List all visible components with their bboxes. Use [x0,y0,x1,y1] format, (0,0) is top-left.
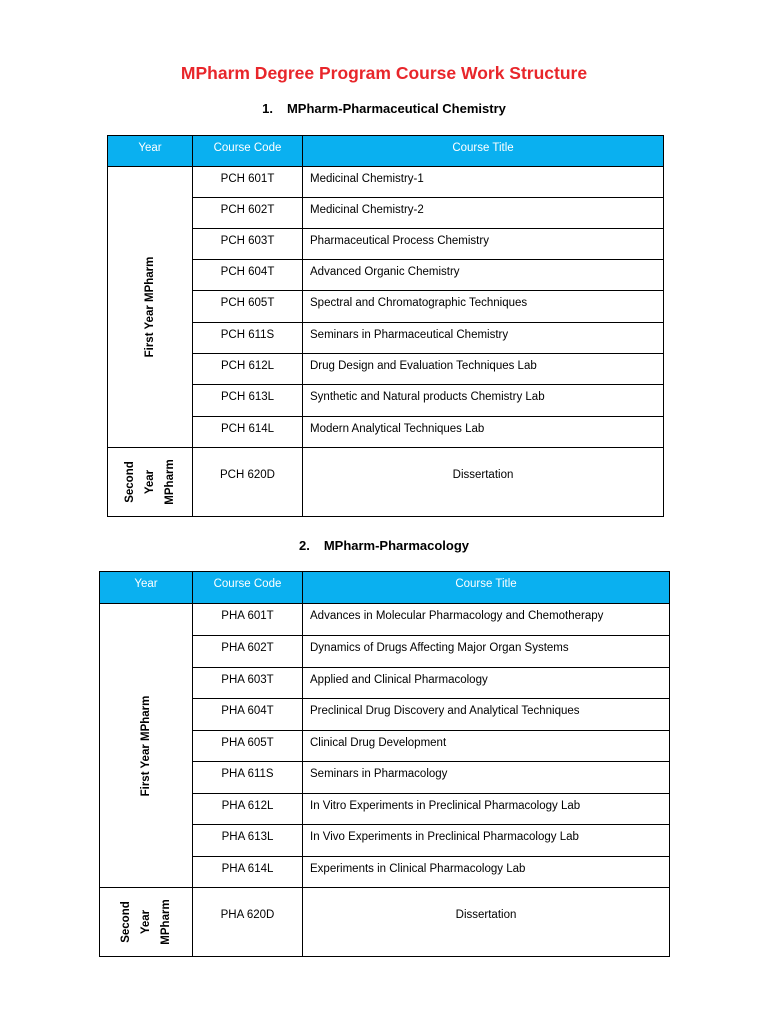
course-code: PHA 604T [193,699,303,731]
second-year-label-line: Year [140,909,152,935]
course-title: Drug Design and Evaluation Techniques Lab [303,354,664,385]
header-year: Year [100,572,193,604]
header-course-title: Course Title [303,136,664,167]
course-title: Medicinal Chemistry-2 [303,198,664,229]
section-number: 1. [262,101,273,116]
course-table-pharmaceutical-chemistry [107,135,664,517]
course-code: PHA 603T [193,668,303,699]
second-year-label-line: Second [120,901,132,943]
second-year-label [116,899,176,944]
course-title: Seminars in Pharmaceutical Chemistry [303,323,664,354]
course-title: Experiments in Clinical Pharmacology Lab [303,857,670,888]
course-title: Applied and Clinical Pharmacology [303,668,670,699]
course-title: Advances in Molecular Pharmacology and Chemotherapy [303,604,670,636]
course-title: Preclinical Drug Discovery and Analytical Techniques [303,699,670,731]
course-code: PHA 613L [193,825,303,857]
course-title: Medicinal Chemistry-1 [303,167,664,198]
header-course-code: Course Code [193,136,303,167]
second-year-label-line: Year [144,469,156,495]
first-year-label: First Year MPharm [144,256,156,358]
course-title: Pharmaceutical Process Chemistry [303,229,664,260]
course-code: PHA 602T [193,636,303,668]
course-code: PHA 605T [193,731,303,762]
table-header-row [100,572,670,604]
course-code: PHA 611S [193,762,303,794]
course-title: Advanced Organic Chemistry [303,260,664,291]
table-row [100,604,670,636]
course-code: PHA 612L [193,794,303,825]
second-year-label-line: MPharm [160,899,172,945]
course-code: PHA 620D [193,888,303,957]
table-header-row [108,136,664,167]
second-year-cell [108,448,193,517]
course-title: Seminars in Pharmacology [303,762,670,794]
table-row-second-year [108,448,664,517]
first-year-cell [100,604,193,888]
course-title: Spectral and Chromatographic Techniques [303,291,664,323]
section-number: 2. [298,538,310,553]
course-code: PCH 602T [193,198,303,229]
second-year-label-line: Second [124,461,136,503]
course-title: Synthetic and Natural products Chemistry Lab [303,385,664,417]
first-year-label: First Year MPharm [140,695,152,796]
course-code: PCH 604T [193,260,303,291]
section-heading-pharmacology [0,537,768,555]
course-code: PHA 614L [193,857,303,888]
second-year-cell [100,888,193,957]
section-title: MPharm-Pharmacology [323,538,470,553]
first-year-cell [108,167,193,448]
course-code: PCH 601T [193,167,303,198]
second-year-label [120,459,180,504]
course-code: PCH 603T [193,229,303,260]
table-row-second-year [100,888,670,957]
course-title: Clinical Drug Development [303,731,670,762]
course-code: PCH 613L [193,385,303,417]
course-code: PCH 620D [193,448,303,517]
page-title: MPharm Degree Program Course Work Structure [180,63,588,83]
course-code: PCH 605T [193,291,303,323]
course-title: Dissertation [303,448,664,517]
section-heading-pharmaceutical-chemistry [0,100,768,118]
second-year-label-line: MPharm [164,459,176,505]
header-course-code: Course Code [193,572,303,604]
course-code: PCH 614L [193,417,303,448]
header-course-title: Course Title [303,572,670,604]
header-year: Year [108,136,193,167]
course-code: PCH 611S [193,323,303,354]
course-title: Dynamics of Drugs Affecting Major Organ Systems [303,636,670,668]
table-row [108,167,664,198]
course-title: In Vivo Experiments in Preclinical Pharmacology Lab [303,825,670,857]
course-title: In Vitro Experiments in Preclinical Pharmacology Lab [303,794,670,825]
course-title: Modern Analytical Techniques Lab [303,417,664,448]
course-title: Dissertation [303,888,670,957]
section-title: MPharm-Pharmaceutical Chemistry [286,101,506,116]
course-table-pharmacology [99,571,670,957]
course-code: PHA 601T [193,604,303,636]
course-code: PCH 612L [193,354,303,385]
